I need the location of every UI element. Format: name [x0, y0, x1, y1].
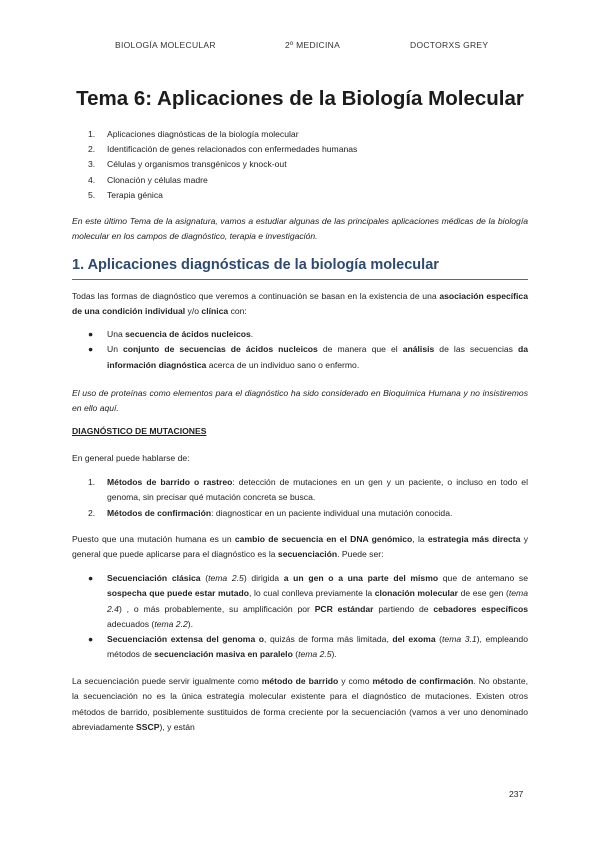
paragraph-sequencing-methods: La secuenciación puede servir igualmente como método de barrido y como método de confirmación. No obstante, la secuenciación no es la única estrategia molecular existente para el diagnóstico de mutaciones. Existen otros métodos de barrido, posiblemente sustituidos de forma creciente por la secuenciación (vamos a ver uno denominado abreviadamente SSCP), y están: [72, 676, 528, 732]
toc-number: 3.: [88, 159, 96, 170]
header-course: 2º MEDICINA: [285, 40, 341, 50]
page-number: 237: [509, 789, 524, 799]
bullet-icon: ●: [88, 634, 94, 645]
paragraph-sequencing: Puesto que una mutación humana es un cambio de secuencia en el DNA genómico, la estrategia más directa y general que puede aplicarse para el diagnóstico es la secuenciación. Puede ser:: [72, 534, 529, 560]
toc-item: [88, 142, 528, 157]
list-item: ● Secuenciación clásica (tema 2.5) dirigida a un gen o a una parte del mismo que de antemano se sospecha que puede estar mutado, lo cual conlleva previamente la clonación molecular de ese gen (tema 2.4) , o más probablemente, su amplificación por PCR estándar partiendo de cebadores específicos adecuados (tema 2.2).: [88, 573, 528, 629]
bullet-icon: ●: [88, 573, 94, 583]
bullet-list-nucleic-acids: [88, 327, 528, 373]
list-item: 1. Métodos de barrido o rastreo: detección de mutaciones en un gen y un paciente, o incluso en todo el genoma, sin precisar qué mutación concreta se busca.: [88, 477, 528, 503]
table-of-contents: [88, 127, 528, 203]
paragraph-diagnostic-basis: Todas las formas de diagnóstico que veremos a continuación se basan en la existencia de una asociación específica de una condición individual y/o clínica con:: [72, 291, 528, 317]
toc-label: Terapia génica: [107, 189, 163, 200]
list-item: ● Secuenciación extensa del genoma o, quizás de forma más limitada, del exoma (tema 3.1), empleando métodos de secuenciación masiva en paralelo (tema 2.5).: [88, 634, 528, 660]
note-paragraph: El uso de proteínas como elementos para el diagnóstico ha sido considerado en Bioquímica Humana y no insistiremos en ello aquí.: [72, 388, 528, 414]
bullet-icon: ●: [88, 344, 94, 355]
toc-item: [88, 127, 528, 142]
toc-item: [88, 157, 528, 172]
toc-label: Identificación de genes relacionados con enfermedades humanas: [107, 144, 358, 155]
page-title: Tema 6: Aplicaciones de la Biología Molecular: [76, 87, 524, 110]
toc-item: [88, 173, 528, 188]
toc-item: [88, 188, 528, 203]
section-heading: 1. Aplicaciones diagnósticas de la biología molecular: [72, 257, 439, 273]
header-author: DOCTORXS GREY: [410, 40, 489, 50]
toc-number: 2.: [88, 144, 96, 155]
bullet-list-sequencing: [88, 571, 528, 663]
toc-number: 4.: [88, 174, 96, 185]
list-item: ● Una secuencia de ácidos nucleicos.: [88, 327, 528, 342]
intro-paragraph: En este último Tema de la asignatura, vamos a estudiar algunas de las principales aplicaciones médicas de la biología molecular en los campos de diagnóstico, terapia e investigación.: [72, 216, 528, 242]
toc-number: 1.: [88, 129, 96, 139]
toc-number: 5.: [88, 189, 96, 200]
toc-label: Clonación y células madre: [107, 174, 208, 185]
list-item: ● Un conjunto de secuencias de ácidos nucleicos de manera que el análisis de las secuencias da información diagnóstica acerca de un individuo sano o enfermo.: [88, 344, 529, 370]
toc-label: Aplicaciones diagnósticas de la biología molecular: [107, 129, 299, 139]
bullet-icon: ●: [88, 329, 94, 339]
heading-underline: [72, 279, 528, 280]
list-item: 2. Métodos de confirmación: diagnosticar en un paciente individual una mutación conocida.: [88, 507, 453, 518]
toc-label: Células y organismos transgénicos y knock-out: [107, 159, 287, 170]
paragraph-general: En general puede hablarse de:: [72, 453, 190, 463]
header-subject: BIOLOGÍA MOLECULAR: [115, 40, 216, 50]
numbered-list-methods: [88, 475, 528, 521]
subheading-mutations: DIAGNÓSTICO DE MUTACIONES: [72, 426, 207, 436]
